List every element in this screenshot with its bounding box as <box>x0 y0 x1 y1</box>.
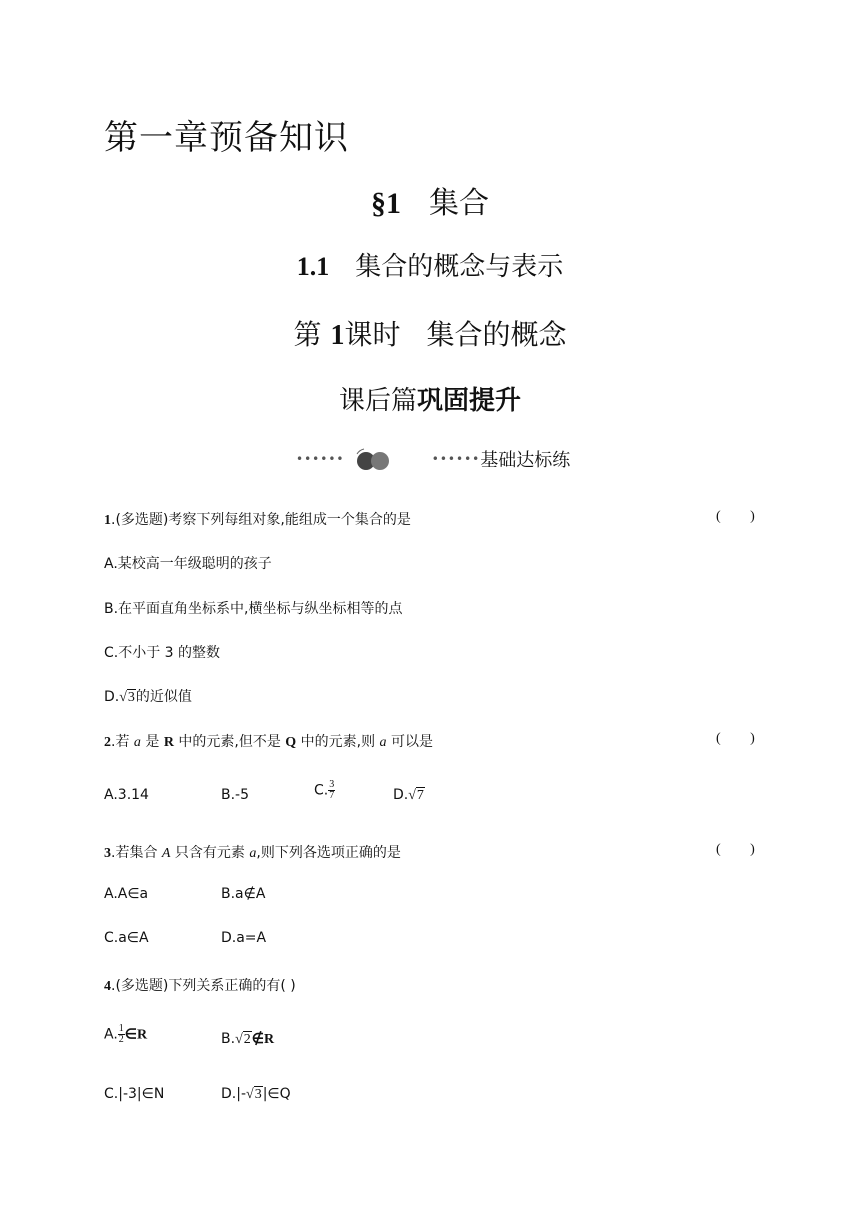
after-class-normal: 课后篇 <box>338 386 417 416</box>
q2-option-b: B.-5 <box>221 787 250 803</box>
subsection-number: 1.1 <box>296 252 330 281</box>
q3-option-d: D.a=A <box>221 930 267 946</box>
sqrt-symbol: √7 <box>408 788 424 803</box>
question-1-text: .(多选题)考察下列每组对象,能组成一个集合的是 <box>111 512 411 528</box>
question-4 <box>104 975 296 995</box>
q4-option-b-radicand: 2 <box>243 1032 251 1047</box>
answer-bracket-2: ( ) <box>716 731 755 746</box>
q3-text-1: .若集合 <box>111 845 162 861</box>
q2-var-a: a <box>133 735 141 750</box>
fraction <box>118 1024 125 1045</box>
q1-option-d-suffix: 的近似值 <box>135 689 192 705</box>
q2-option-d <box>393 787 425 804</box>
q2-option-c-denominator: 7 <box>329 790 335 801</box>
q2-text-4: 中的元素,则 <box>296 734 380 750</box>
q4-option-b-suffix: ∉R <box>251 1032 275 1047</box>
q3-option-c: C.a∈A <box>104 930 149 946</box>
q2-option-c-prefix: C. <box>314 782 329 799</box>
lesson-number: 1 <box>330 320 345 351</box>
q4-option-d-prefix: D.|- <box>221 1086 246 1102</box>
q3-option-b: B.a∉A <box>221 886 266 902</box>
q2-text-3: 中的元素,但不是 <box>173 734 286 750</box>
q2-option-c <box>314 780 335 801</box>
banner-label: 基础达标练 <box>480 450 571 471</box>
q2-option-d-prefix: D. <box>393 787 409 803</box>
q4-option-d-suffix: |∈Q <box>262 1086 291 1102</box>
q3-text-3: ,则下列各选项正确的是 <box>256 845 401 861</box>
lesson-heading <box>0 313 860 353</box>
chapter-title: 第一章预备知识 <box>104 118 349 158</box>
double-circle-icon <box>350 446 396 472</box>
section-banner <box>296 446 596 476</box>
q3-var-element: a <box>249 846 257 861</box>
section-heading <box>0 178 860 222</box>
section-number: §1 <box>371 187 401 220</box>
question-3-number: 3 <box>104 846 111 861</box>
q4-option-d <box>221 1086 291 1103</box>
fraction <box>328 780 335 801</box>
q2-text-5: 可以是 <box>386 734 433 750</box>
q2-text-1: .若 <box>111 734 134 750</box>
q2-option-d-radicand: 7 <box>416 788 424 803</box>
subsection-title: 集合的概念与表示 <box>355 252 564 282</box>
q4-option-b <box>221 1031 274 1048</box>
q4-option-d-radicand: 3 <box>254 1087 262 1102</box>
q4-option-a-denominator: 2 <box>118 1034 124 1045</box>
q2-var-a-2: a <box>379 735 387 750</box>
banner-dots-left: •••••• <box>296 452 345 466</box>
q1-option-c: C.不小于 3 的整数 <box>104 645 221 661</box>
question-4-text: .(多选题)下列关系正确的有( ) <box>111 978 296 994</box>
q2-text-2: 是 <box>140 734 164 750</box>
subsection-heading <box>0 246 860 283</box>
q2-set-r: R <box>163 735 174 750</box>
question-1 <box>104 509 411 529</box>
after-class-heading <box>0 380 860 417</box>
lesson-title: 集合的概念 <box>426 318 567 351</box>
lesson-prefix: 第 <box>293 318 322 351</box>
sqrt-symbol: √2 <box>235 1032 251 1047</box>
q4-option-a-suffix: ∈R <box>124 1027 148 1043</box>
q2-set-q: Q <box>285 735 297 750</box>
question-1-number: 1 <box>104 513 111 528</box>
answer-bracket-3: ( ) <box>716 842 755 857</box>
question-4-number: 4 <box>104 979 111 994</box>
q4-option-b-prefix: B. <box>221 1031 236 1047</box>
q1-option-d-radicand: 3 <box>127 690 135 705</box>
sqrt-symbol: √3 <box>246 1087 262 1102</box>
q1-option-a: A.某校高一年级聪明的孩子 <box>104 556 272 572</box>
q4-option-a-prefix: A. <box>104 1026 118 1043</box>
q3-var-set: A <box>161 846 171 861</box>
after-class-bold: 巩固提升 <box>417 386 522 416</box>
q4-option-a <box>104 1024 147 1045</box>
question-2 <box>104 731 433 751</box>
answer-bracket-1: ( ) <box>716 509 755 524</box>
q1-option-d-prefix: D. <box>104 689 120 705</box>
question-2-number: 2 <box>104 735 111 750</box>
section-title: 集合 <box>429 186 489 221</box>
q2-option-a: A.3.14 <box>104 787 149 803</box>
q1-option-d <box>104 686 192 706</box>
q4-option-a-numerator: 1 <box>118 1023 124 1034</box>
q1-option-b: B.在平面直角坐标系中,横坐标与纵坐标相等的点 <box>104 601 403 617</box>
lesson-suffix: 课时 <box>344 318 401 351</box>
sqrt-symbol: √3 <box>119 690 135 705</box>
q3-text-2: 只含有元素 <box>170 845 250 861</box>
question-3 <box>104 842 401 862</box>
q3-option-a: A.A∈a <box>104 886 149 902</box>
q4-option-c: C.|-3|∈N <box>104 1086 165 1102</box>
banner-dots-right: •••••• <box>431 452 481 466</box>
q2-option-c-numerator: 3 <box>329 779 335 790</box>
